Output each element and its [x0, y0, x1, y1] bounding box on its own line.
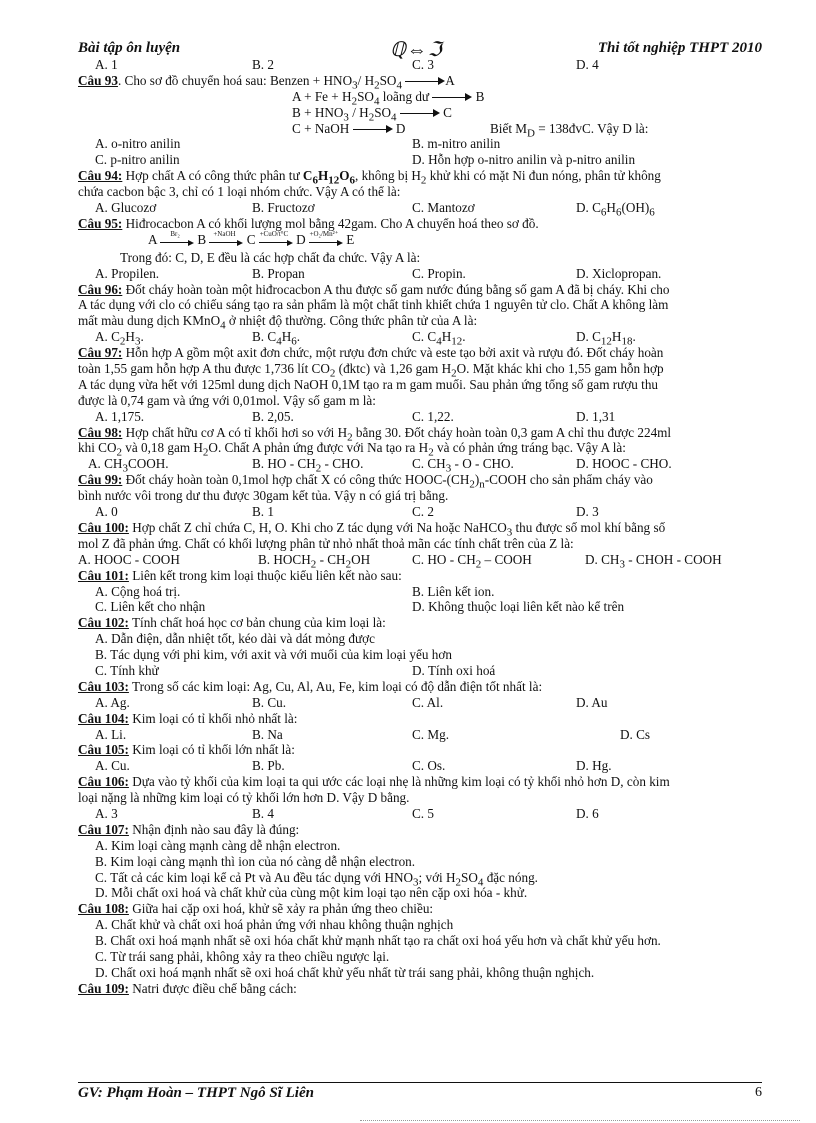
question-105: Câu 105: Kim loại có tỉ khối lớn nhất là:: [78, 742, 295, 758]
option-line: B. Tác dụng với phi kim, với axit và với muối của kim loại yếu hơn: [95, 647, 452, 663]
options-row: A. Cộng hoá trị. B. Liên kết ion.: [95, 583, 495, 599]
text-line: loại nặng là những kim loại có tỷ khối lớn hơn D. Vậy D bằng.: [78, 790, 410, 806]
options-row: C. p-nitro anilin D. Hỗn hợp o-nitro anilin và p-nitro anilin: [95, 152, 636, 168]
question-104: Câu 104: Kim loại có tỉ khối nhỏ nhất là:: [78, 710, 298, 726]
question-102: Câu 102: Tính chất hoá học cơ bản chung của kim loại là:: [78, 615, 386, 631]
text-line: toàn 1,55 gam hỗn hợp A thu được 1,736 lít $CO_2$ (đktc) và 1,26 gam $H_2O$. Mặt khác khi cho 1,55 gam hỗn hợp: [78, 361, 664, 380]
option-line: A. Dẫn điện, dẫn nhiệt tốt, kéo dài và dát mỏng được: [95, 631, 376, 647]
question-98: Câu 98: Hợp chất hữu cơ A có tỉ khối hơi so với $H_2$ bằng 30. Đốt cháy hoàn toàn 0,3 gam A chỉ thu được 224ml: [78, 424, 672, 444]
text-line: Trong đó: C, D, E đều là các hợp chất đa chức. Vậy A là:: [120, 249, 421, 265]
text-line: mất màu dung dịch KMnO$_4$ ở nhiệt độ thường. Công thức phân tử của A là:: [78, 313, 478, 332]
arrow-icon: [432, 94, 472, 102]
question-99: Câu 99: Đốt cháy hoàn toàn 0,1mol hợp chất X có công thức HOOC-$(CH_2)_n$-COOH cho sản phẩm cháy vào: [78, 472, 653, 491]
text-line: A tác dụng vừa hết với 125ml dung dịch NaOH 0,1M tạo ra m gam muối. Sau phản ứng tổng số gam rượu thu: [78, 376, 659, 392]
conversion-scheme: A Br₂ B +NaOH C +CuO/t°C D +O₂/Mn²⁺ E: [148, 229, 355, 247]
scheme-line: $B + HNO_3 / H_2SO_4$ C: [292, 104, 452, 124]
options-row: C. Liên kết cho nhận D. Không thuộc loại liên kết nào kể trên: [95, 599, 625, 615]
footer-author: GV: Phạm Hoàn – THPT Ngô Sĩ Liên: [78, 1085, 314, 1101]
options-99: A. 0 B. 1 C. 2 D. 3: [95, 504, 599, 520]
options-98: A. $CH_3COOH$. B. HO - $CH_2$ - CHO. C. $CH_3$ - O - CHO. D. HOOC - CHO.: [88, 456, 672, 476]
footer-divider: [78, 1082, 762, 1083]
question-94: Câu 94: Hợp chất A có công thức phân tư $C_6H_{12}O_6$, không bị $H_2$ khử khi có mặt Ni đun nóng, phân tử không: [78, 168, 661, 187]
arrow-icon: [405, 78, 445, 86]
question-95: Câu 95: Hiđrocacbon A có khối lượng mol bằng 42gam. Cho A chuyển hoá theo sơ đồ.: [78, 215, 539, 231]
question-93: Câu 93. Cho sơ đồ chuyển hoá sau: Benzen + $HNO_3/$ $H_2SO_4$ A: [78, 72, 455, 92]
options-94: A. Glucozơ B. Fructozơ C. Mantozơ D. $C_6H_6(OH)_6$: [95, 200, 655, 219]
options-100: A. HOOC - COOH B. $HOCH_2 - CH_2OH$ C. HO - $CH_2$ – COOH D. $CH_3$ - CHOH - COOH: [78, 551, 722, 571]
options-96: A. $C_2H_3$. B. $C_4H_6$. C. $C_4H_{12}$. D. $C_{12}H_{18}$.: [95, 329, 636, 348]
scheme-line: $A + Fe + H_2SO_4$ loãng dư B: [292, 88, 485, 108]
page-footer: [78, 1085, 762, 1105]
options-104: A. Li. B. Na C. Mg. D. Cs: [95, 726, 651, 742]
arrow-icon: [353, 126, 393, 134]
arrow-icon: +O₂/Mn²⁺: [309, 232, 343, 246]
options-95: A. Propilen. B. Propan C. Propin. D. Xiclopropan.: [95, 265, 662, 281]
scheme-line: C + NaOH D Biết $M_D$ = 138đvC. Vậy D là:: [292, 120, 649, 140]
text-line: A tác dụng với clo có chiếu sáng tạo ra sản phẩm là một chất tinh khiết chứa 1 nguyên tử clo. Chất A không làm: [78, 297, 669, 313]
question-108: Câu 108: Giữa hai cặp oxi hoá, khử sẽ xảy ra phản ứng theo chiều:: [78, 901, 434, 917]
options-103: A. Ag. B. Cu. C. Al. D. Au: [95, 694, 608, 710]
page-number: 6: [755, 1085, 762, 1100]
question-107: Câu 107: Nhận định nào sau đây là đúng:: [78, 821, 300, 837]
document-body: [78, 57, 764, 997]
text-line: mol Z đã phản ứng. Chất có khối lượng phân tử nhỏ nhất thoả mãn các tính chất trên của Z là:: [78, 535, 574, 551]
option-line: D. Mỗi chất oxi hoá và chất khử của cùng một kim loại tạo nên cặp oxi hóa - khử.: [95, 885, 528, 901]
question-103: Câu 103: Trong số các kim loại: Ag, Cu, Al, Au, Fe, kim loại có độ dẫn điện tốt nhất là:: [78, 678, 543, 694]
question-96: Câu 96: Đốt cháy hoàn toàn một hiđrocacbon A thu được số gam nước đúng bằng số gam A đã bị cháy. Khi cho: [78, 281, 670, 297]
question-106: Câu 106: Dựa vào tỷ khối của kim loại ta qui ước các loại nhẹ là những kim loại có tỷ khối nhỏ hơn D, còn kim: [78, 774, 670, 790]
options-97: A. 1,175. B. 2,05. C. 1,22. D. 1,31: [95, 408, 616, 424]
option-line: A. Kim loại càng mạnh càng dễ nhận electron.: [95, 837, 341, 853]
question-97: Câu 97: Hỗn hợp A gồm một axit đơn chức, một rượu đơn chức và este tạo bởi axit và rượu đó. Đốt cháy hoàn: [78, 345, 664, 361]
option-line: B. Kim loại càng mạnh thì ion của nó càng dễ nhận electron.: [95, 853, 416, 869]
options-row: C. Tính khử D. Tính oxi hoá: [95, 662, 496, 678]
text-line: chứa cacbon bậc 3, chỉ có 1 loại nhóm chức. Vậy A có thể là:: [78, 184, 401, 200]
text-line: khi $CO_2$ và 0,18 gam $H_2O$. Chất A phản ứng được với Na tạo ra $H_2$ và có phản ứng tráng bạc. Vậy A là:: [78, 440, 626, 460]
question-100: Câu 100: Hợp chất Z chỉ chứa C, H, O. Khi cho Z tác dụng với Na hoặc NaHCO$_3$ thu được số mol khí bằng số: [78, 519, 666, 539]
arrow-icon: Br₂: [160, 232, 194, 246]
question-101: Câu 101: Liên kết trong kim loại thuộc kiểu liên kết nào sau:: [78, 567, 402, 583]
header-left: Bài tập ôn luyện: [78, 40, 181, 56]
header-ornament: ℚ⇔ℑ: [390, 39, 443, 61]
options-92: A. 1 B. 2 C. 3 D. 4: [95, 57, 599, 72]
arrow-icon: [400, 110, 440, 118]
header-right: Thi tốt nghiệp THPT 2010: [597, 40, 762, 56]
options-row: A. o-nitro anilin B. m-nitro anilin: [95, 136, 501, 152]
option-line: C. Từ trái sang phải, không xảy ra theo chiều ngược lại.: [95, 948, 390, 964]
option-line: C. Tất cả các kim loại kể cả Pt và Au đều tác dụng với $HNO_3$; với $H_2SO_4$ đặc nóng.: [95, 869, 538, 889]
option-line: B. Chất oxi hoá mạnh nhất sẽ oxi hóa chất khử mạnh nhất tạo ra chất oxi hoá yếu hơn và chất khử yếu hơn.: [95, 933, 661, 949]
options-106: A. 3 B. 4 C. 5 D. 6: [95, 805, 599, 821]
arrow-icon: +NaOH: [209, 232, 243, 246]
option-line: D. Chất oxi hoá mạnh nhất sẽ oxi hoá chất khử yếu nhất từ trái sang phải, không thuận nghịch.: [95, 964, 595, 980]
text-line: được là 0,74 gam và ứng với 0,01mol. Vậy số gam m là:: [78, 392, 376, 408]
arrow-icon: +CuO/t°C: [259, 232, 293, 246]
text-line: bình nước vôi trong dư thu được 30gam kết tủa. Vậy n có giá trị bằng.: [78, 488, 449, 504]
options-105: A. Cu. B. Pb. C. Os. D. Hg.: [95, 758, 612, 774]
option-line: A. Chất khử và chất oxi hoá phản ứng với nhau không thuận nghịch: [95, 917, 454, 933]
question-109: Câu 109: Natri được điều chế bằng cách:: [78, 980, 297, 996]
bottom-dotted-rule: [360, 1120, 800, 1121]
